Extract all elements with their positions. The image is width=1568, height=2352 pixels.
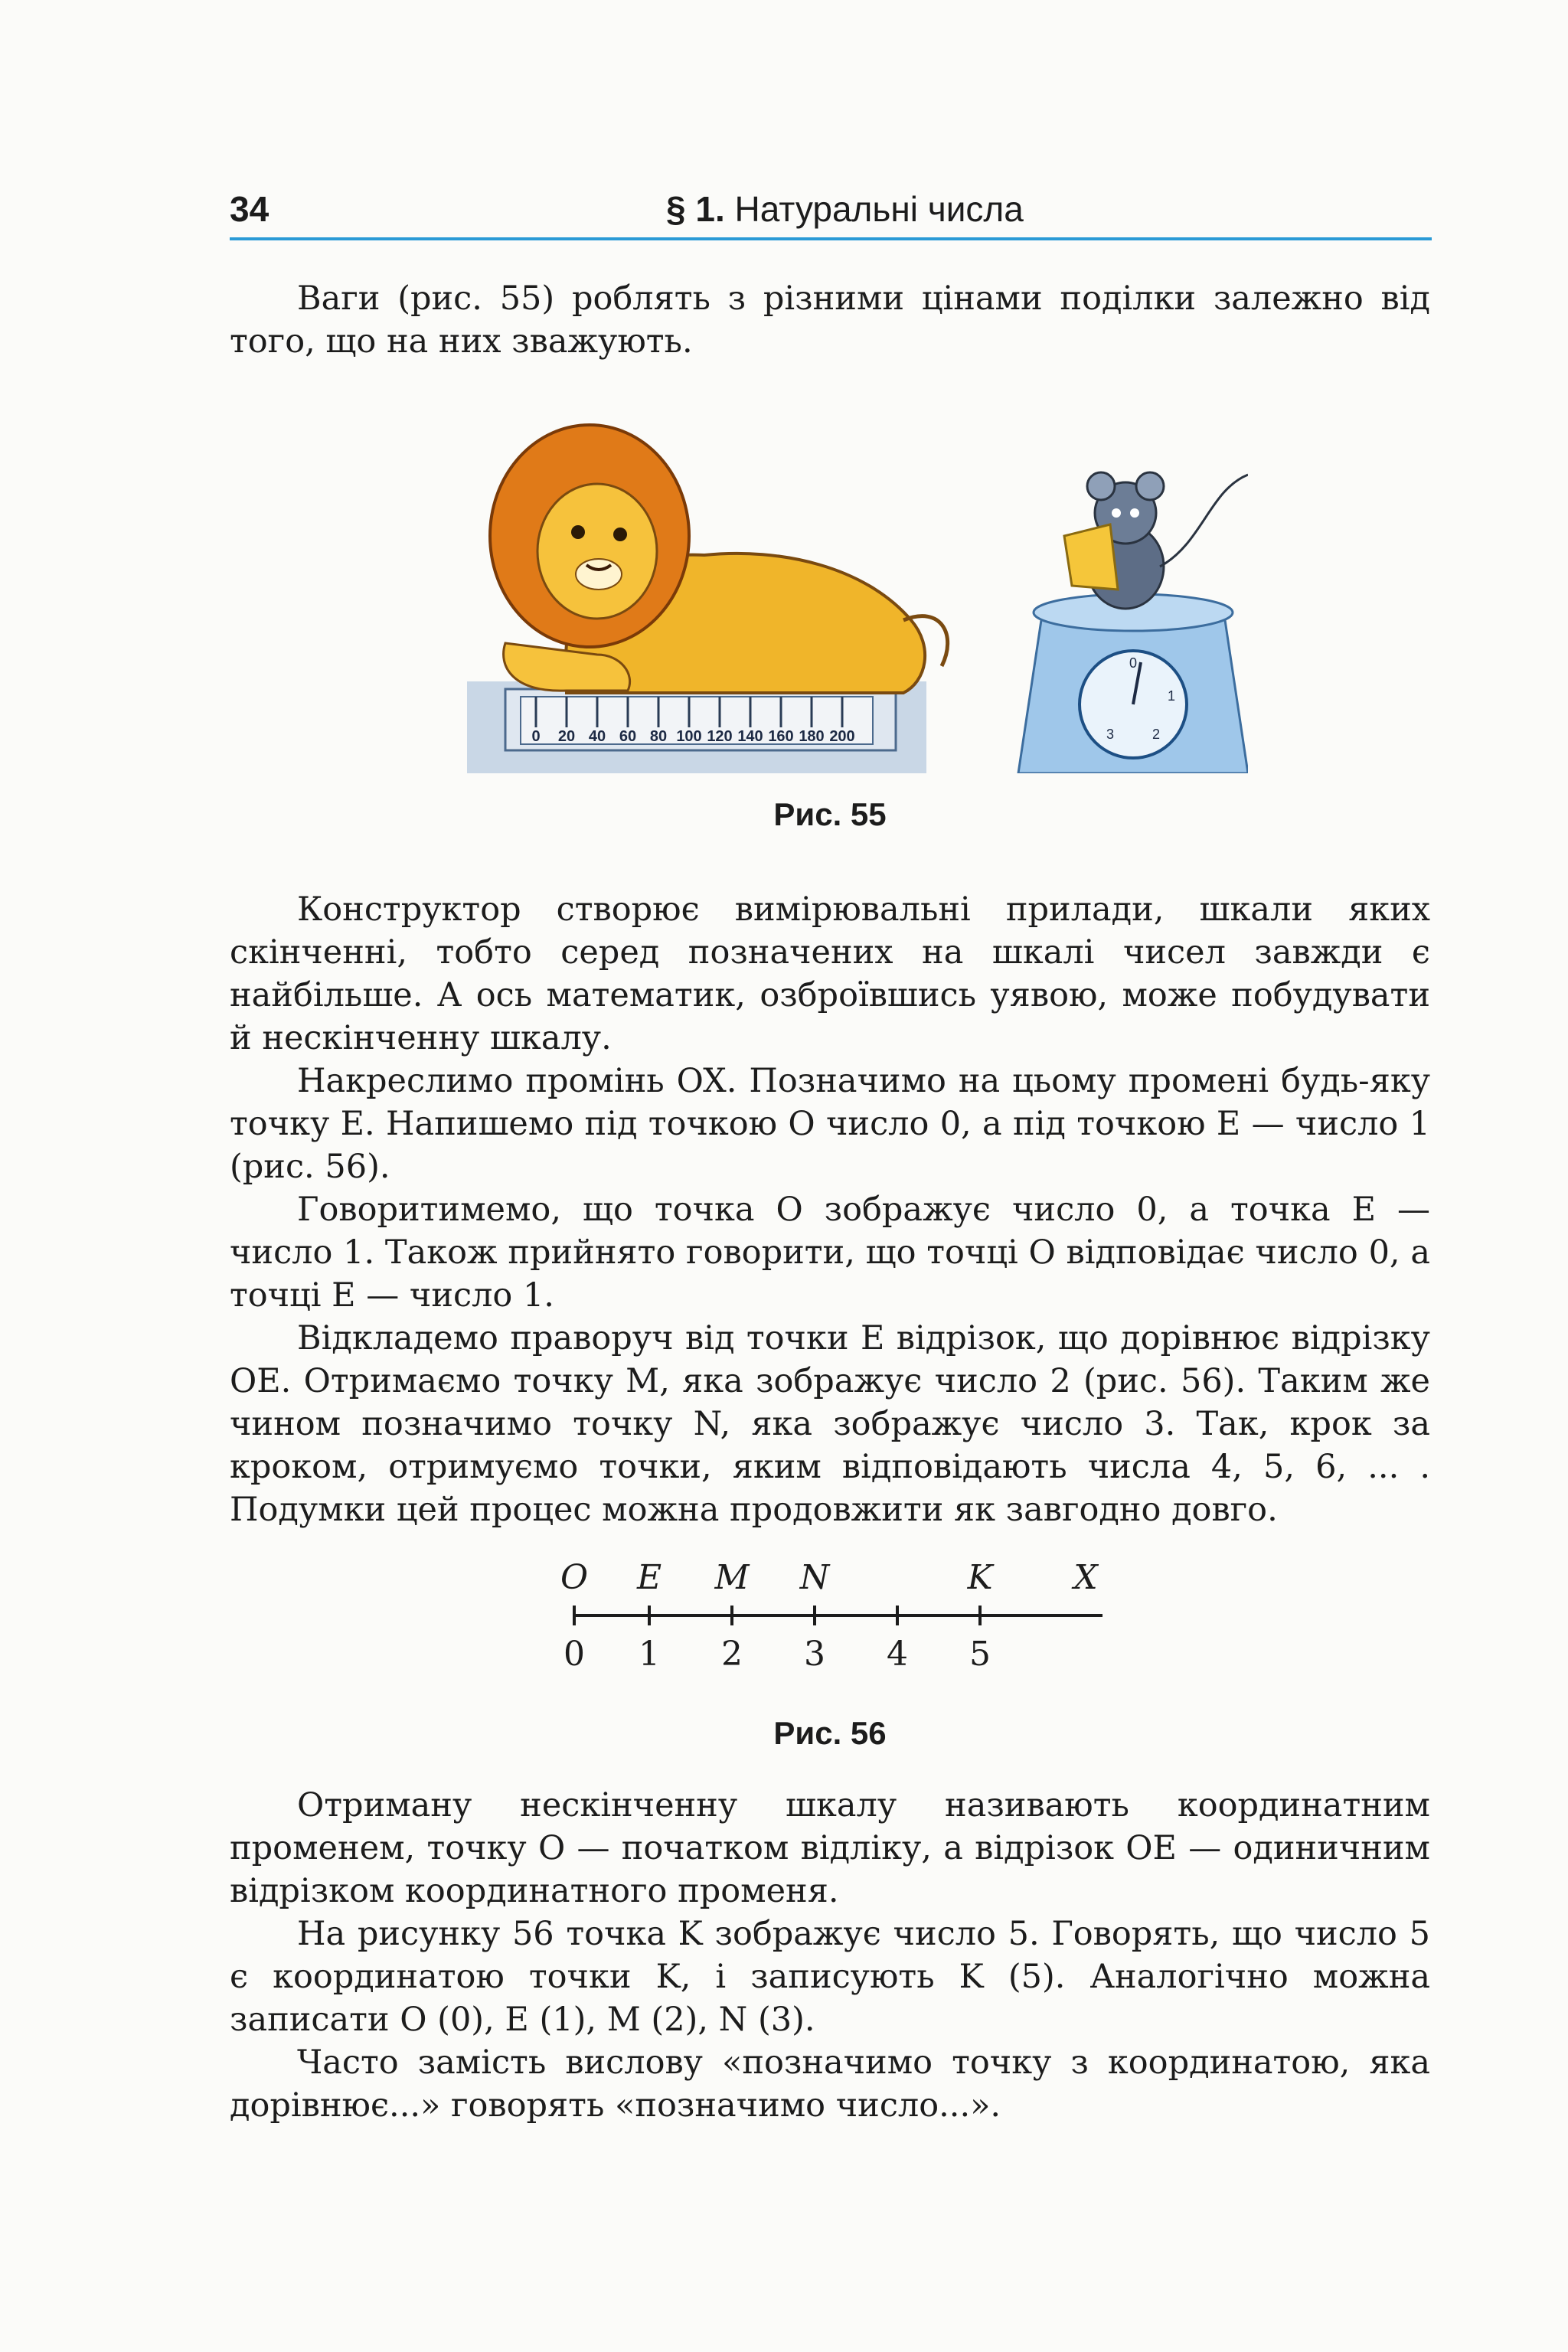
scale-number: 60 bbox=[619, 728, 637, 745]
scale-number: 20 bbox=[557, 728, 576, 745]
paragraph-6: Отриману нескінченну шкалу називають координатним променем, точку O — початком відліку, а відрізок OE — одиничним відрізком координатного променя. bbox=[230, 1786, 1430, 1910]
lion-illustration bbox=[490, 425, 948, 693]
point-label-k: K bbox=[967, 1558, 993, 1597]
dial-number: 3 bbox=[1106, 727, 1115, 742]
point-labels bbox=[560, 1558, 1099, 1597]
point-label-e: E bbox=[636, 1558, 662, 1597]
scale-number: 100 bbox=[676, 728, 702, 745]
tick-number: 3 bbox=[804, 1635, 825, 1674]
definitions-text bbox=[230, 1784, 1430, 2127]
paragraph-5: Відкладемо праворуч від точки E відрізок, що дорівнює відрізку OE. Отримаємо точку M, яка зображує число 2 (рис. 56). Таким же чином позначимо точку N, яка зображує число 3. Так, крок за кроком, отримуємо точки, яким відповідають числа 4, 5, 6, ... . Подумки цей процес можна продовжити як завгодно довго. bbox=[230, 1319, 1430, 1529]
paragraph-1: Ваги (рис. 55) роблять з різними цінами поділки залежно від того, що на них зважують. bbox=[230, 279, 1430, 361]
intro-text bbox=[230, 277, 1430, 363]
scale-number: 140 bbox=[737, 728, 763, 745]
scale-number: 120 bbox=[707, 728, 733, 745]
scale-number: 40 bbox=[588, 728, 606, 745]
tick-number: 2 bbox=[721, 1635, 743, 1674]
paragraph-7: На рисунку 56 точка K зображує число 5. Говорять, що число 5 є координатою точки K, і записують K (5). Аналогічно можна записати O (0), E (1), M (2), N (3). bbox=[230, 1915, 1430, 2039]
scale-number: 200 bbox=[829, 728, 855, 745]
dial-number: 2 bbox=[1152, 727, 1161, 742]
header-rule bbox=[230, 237, 1432, 240]
page-number: 34 bbox=[230, 189, 270, 229]
scale-number: 80 bbox=[649, 728, 668, 745]
tick-number: 1 bbox=[639, 1635, 660, 1674]
paragraph-4: Говоритимемо, що точка O зображує число 0, а точка E — число 1. Також прийнято говорити, що точці O відповідає число 0, а точці E — число 1. bbox=[230, 1191, 1430, 1315]
mouse-scale bbox=[1018, 594, 1248, 773]
tick-numbers bbox=[564, 1635, 991, 1674]
section-title bbox=[666, 188, 1024, 230]
figure-55-illustration bbox=[452, 390, 1248, 773]
figure-56-caption: Рис. 56 bbox=[773, 1715, 887, 1751]
lion-scale bbox=[467, 681, 926, 773]
main-text bbox=[230, 888, 1430, 1531]
point-label-o: O bbox=[560, 1558, 589, 1597]
figure-56-number-ray bbox=[536, 1550, 1133, 1688]
tick-number: 0 bbox=[564, 1635, 585, 1674]
paragraph-2: Конструктор створює вимірювальні прилади, шкали яких скінченні, тобто серед позначених на шкалі чисел завжди є найбільше. А ось математик, озброївшись уявою, може побудувати й нескінченну шкалу. bbox=[230, 890, 1430, 1057]
tick-number: 5 bbox=[969, 1635, 991, 1674]
section-mark: § 1. bbox=[666, 189, 725, 229]
scale-number: 0 bbox=[531, 728, 541, 745]
scale-number: 160 bbox=[768, 728, 794, 745]
figure-55-caption: Рис. 55 bbox=[773, 796, 887, 832]
dial-number: 1 bbox=[1167, 688, 1176, 704]
point-label-n: N bbox=[799, 1558, 830, 1597]
paragraph-3: Накреслимо промінь OX. Позначимо на цьому промені будь-яку точку E. Напишемо під точкою O число 0, а під точкою E — число 1 (рис. 56). bbox=[230, 1062, 1430, 1186]
mouse-illustration bbox=[1064, 472, 1248, 609]
section-title-text: Натуральні числа bbox=[734, 189, 1024, 229]
dial-number: 0 bbox=[1129, 655, 1138, 671]
tick-number: 4 bbox=[887, 1635, 908, 1674]
point-label-m: M bbox=[714, 1558, 750, 1597]
point-label-x: X bbox=[1073, 1558, 1098, 1597]
paragraph-8: Часто замість вислову «позначимо точку з координатою, яка дорівнює...» говорять «позначимо число...». bbox=[230, 2043, 1430, 2125]
scale-number: 180 bbox=[799, 728, 825, 745]
